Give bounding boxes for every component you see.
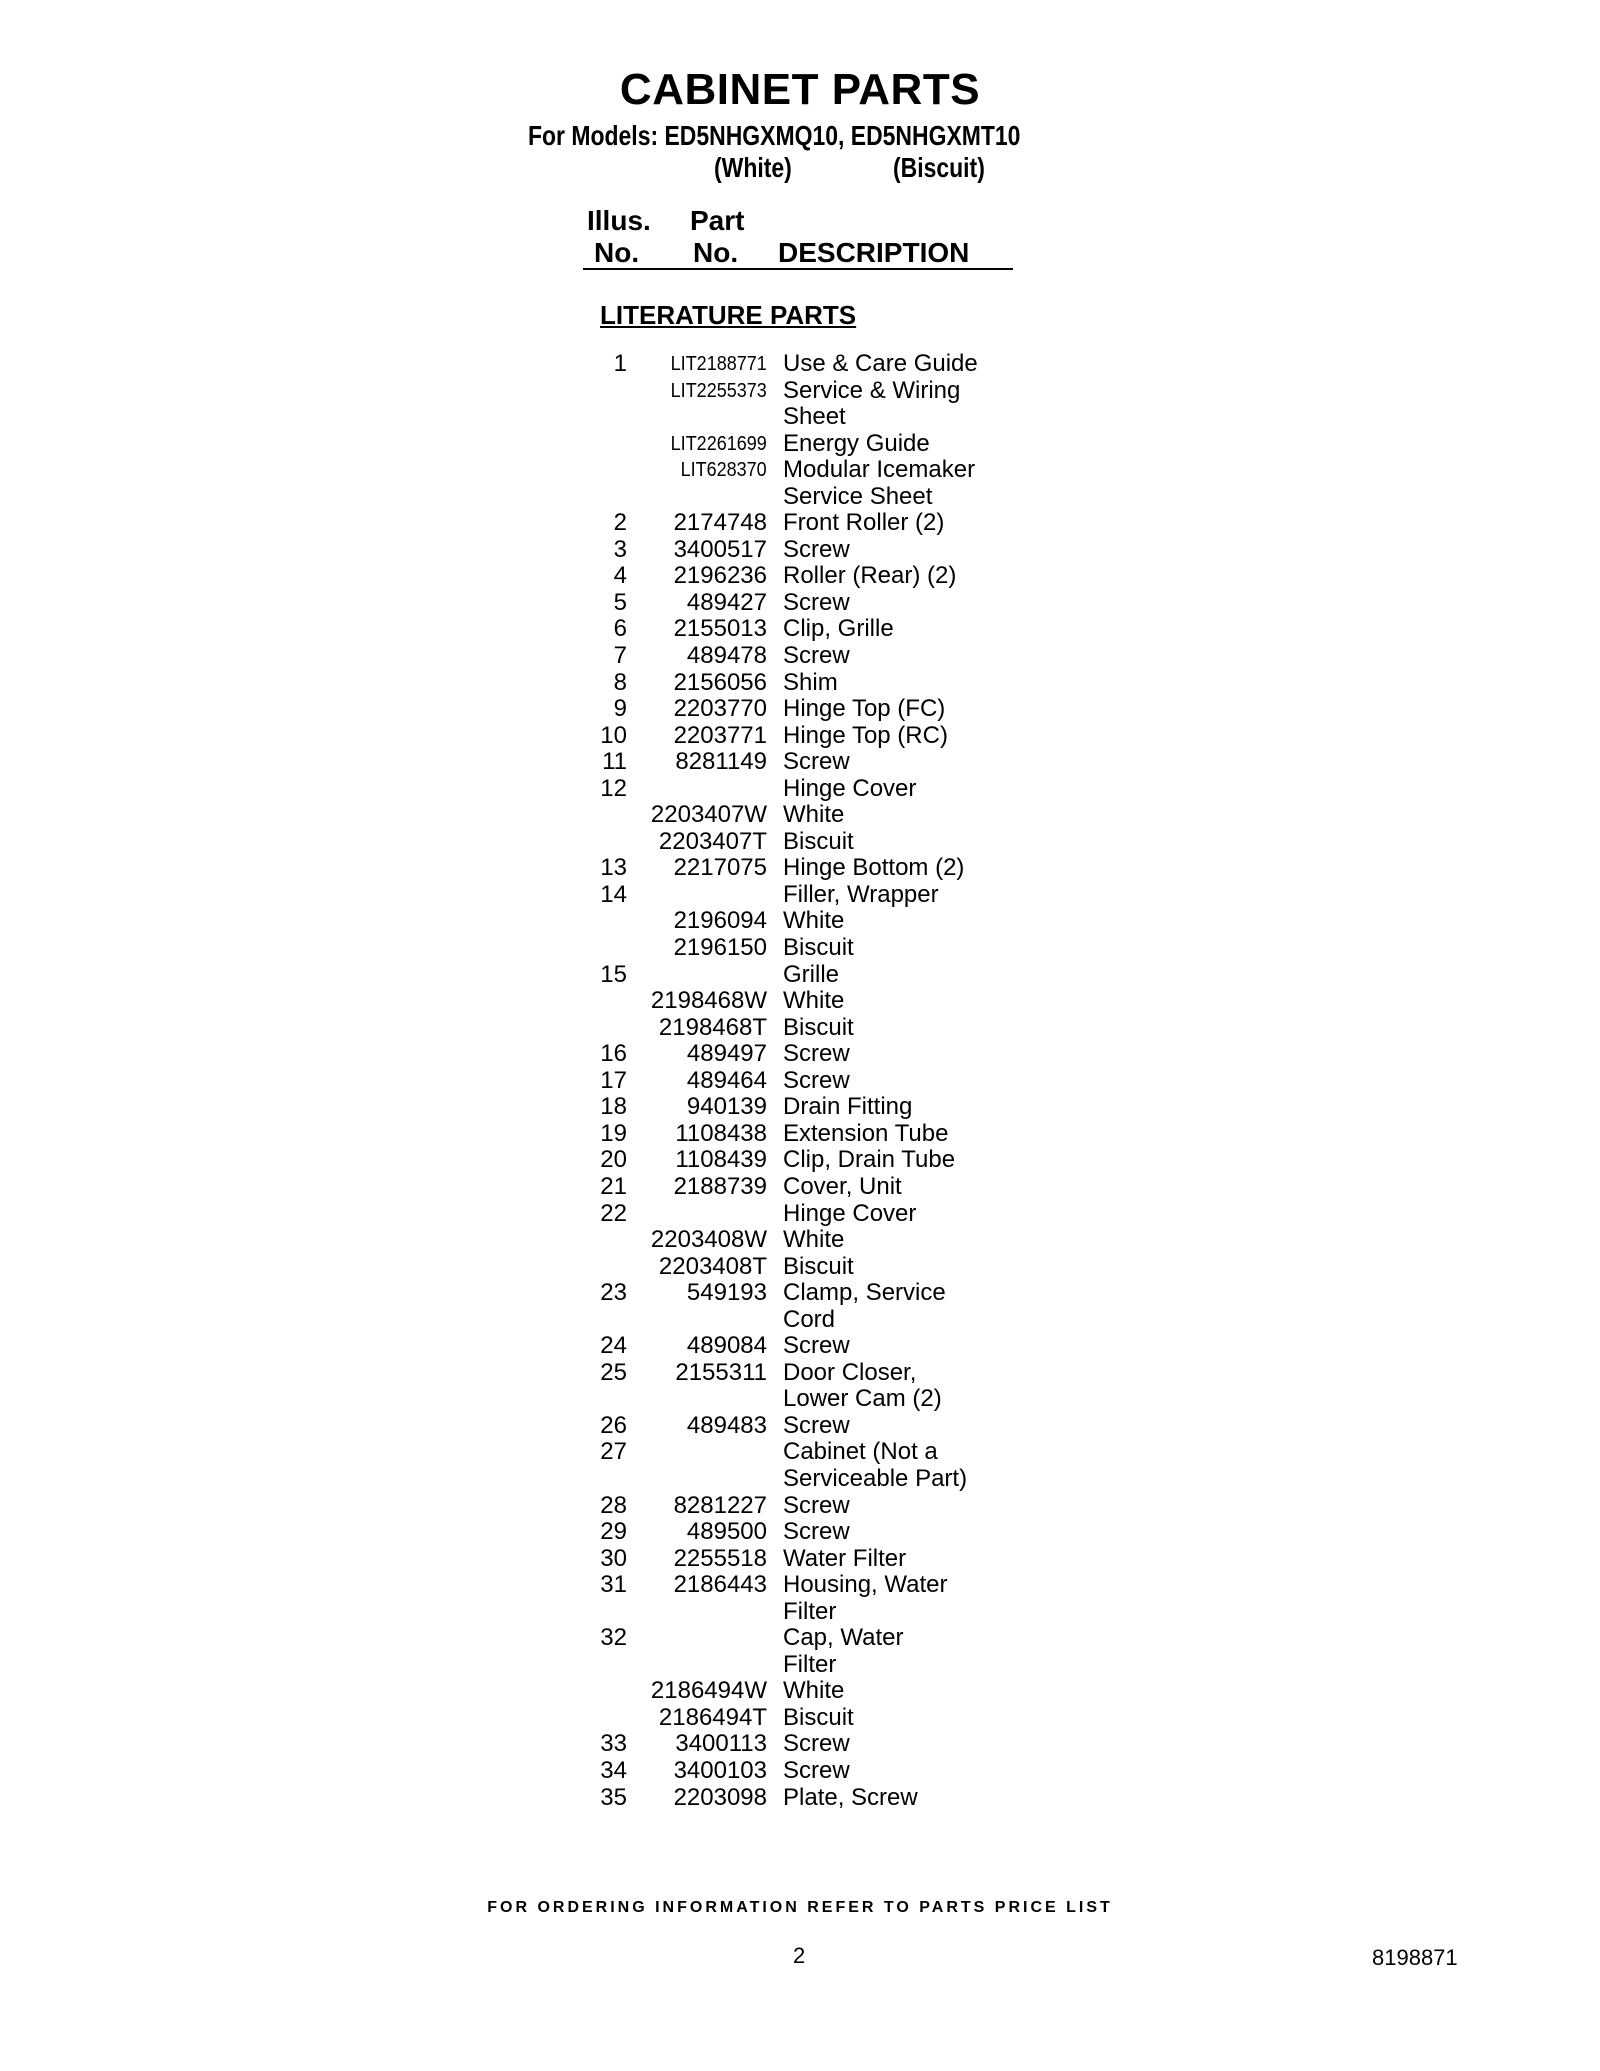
part-number: 489483 <box>686 1411 767 1439</box>
part-description: White <box>783 987 845 1015</box>
table-row <box>0 1731 1600 1758</box>
part-description: Service & Wiring <box>783 376 961 404</box>
illus-number: 17 <box>600 1066 627 1094</box>
table-row <box>0 1785 1600 1812</box>
part-number: 2188739 <box>673 1172 767 1200</box>
illus-number: 22 <box>600 1199 627 1227</box>
part-description: Filter <box>783 1650 837 1678</box>
part-number: 489500 <box>686 1518 767 1546</box>
part-number: 2203770 <box>673 695 767 723</box>
part-number: 2196236 <box>673 562 767 590</box>
table-row <box>0 935 1600 962</box>
part-number: 2203407W <box>650 801 767 829</box>
table-row <box>0 484 1600 511</box>
part-number: 2196094 <box>673 907 767 935</box>
ordering-info-footer: FOR ORDERING INFORMATION REFER TO PARTS PRICE LIST <box>487 1899 1113 1916</box>
part-number: 2196150 <box>673 934 767 962</box>
part-description: Energy Guide <box>783 429 930 457</box>
table-row <box>0 1625 1600 1652</box>
part-description: Hinge Top (RC) <box>783 721 948 749</box>
illus-number: 27 <box>600 1438 627 1466</box>
part-number: 2198468W <box>650 987 767 1015</box>
part-description: Use & Care Guide <box>783 350 978 377</box>
part-description: Biscuit <box>783 1703 854 1731</box>
part-description: Lower Cam (2) <box>783 1385 942 1413</box>
table-row <box>0 696 1600 723</box>
part-number: 489084 <box>686 1332 767 1360</box>
part-number: 940139 <box>686 1093 767 1121</box>
part-description: Front Roller (2) <box>783 509 945 537</box>
table-row <box>0 510 1600 537</box>
part-description: Door Closer, <box>783 1358 917 1386</box>
illus-number: 19 <box>600 1119 627 1147</box>
part-number: 489464 <box>686 1066 767 1094</box>
table-row <box>0 1333 1600 1360</box>
part-number: LIT2261699 <box>670 432 767 455</box>
table-row <box>0 882 1600 909</box>
part-number: 2203771 <box>673 721 767 749</box>
part-number: LIT2255373 <box>670 379 767 402</box>
part-number: 2186494T <box>658 1703 767 1731</box>
color-white-label: (White) <box>714 152 792 183</box>
part-description: Screw <box>783 1066 850 1094</box>
illus-number: 26 <box>600 1411 627 1439</box>
illus-number: 2 <box>613 509 627 537</box>
part-description: Filter <box>783 1597 837 1625</box>
illus-number: 29 <box>600 1518 627 1546</box>
part-description: White <box>783 1677 845 1705</box>
table-row <box>0 802 1600 829</box>
table-row <box>0 1413 1600 1440</box>
illus-number: 23 <box>600 1279 627 1307</box>
table-row <box>0 1572 1600 1599</box>
table-row <box>0 1758 1600 1785</box>
illus-number: 10 <box>600 721 627 749</box>
table-row <box>0 829 1600 856</box>
illus-number: 30 <box>600 1544 627 1572</box>
table-row <box>0 1254 1600 1281</box>
part-number: 2217075 <box>673 854 767 882</box>
table-row <box>0 537 1600 564</box>
part-number: 2155311 <box>675 1358 767 1386</box>
part-number: 3400113 <box>675 1730 767 1758</box>
part-description: Serviceable Part) <box>783 1464 968 1492</box>
illus-number: 25 <box>600 1358 627 1386</box>
part-description: Roller (Rear) (2) <box>783 562 957 590</box>
part-number: 8281149 <box>675 748 767 776</box>
illus-number: 1 <box>613 350 627 377</box>
illus-number: 4 <box>613 562 627 590</box>
table-row <box>0 1652 1600 1679</box>
table-row <box>0 1439 1600 1466</box>
part-description: Clip, Drain Tube <box>783 1146 956 1174</box>
illus-number: 21 <box>600 1172 627 1200</box>
table-row <box>0 1121 1600 1148</box>
part-description: Hinge Cover <box>783 1199 917 1227</box>
table-row <box>0 1386 1600 1413</box>
header-part-bottom: No. <box>693 237 739 268</box>
part-description: Screw <box>783 748 850 776</box>
illus-number: 34 <box>600 1756 627 1784</box>
table-row <box>0 643 1600 670</box>
table-row <box>0 1227 1600 1254</box>
illus-number: 20 <box>600 1146 627 1174</box>
part-number: 3400517 <box>673 535 767 563</box>
part-number: 549193 <box>686 1279 767 1307</box>
illus-number: 7 <box>613 642 627 670</box>
table-row <box>0 908 1600 935</box>
illus-number: 6 <box>613 615 627 643</box>
part-description: White <box>783 907 845 935</box>
part-number: 2203408T <box>658 1252 767 1280</box>
table-row <box>0 1466 1600 1493</box>
table-row <box>0 1546 1600 1573</box>
table-row <box>0 670 1600 697</box>
table-row <box>0 563 1600 590</box>
part-description: Screw <box>783 1411 850 1439</box>
part-description: Cord <box>783 1305 836 1333</box>
illus-number: 13 <box>600 854 627 882</box>
models-line: For Models: ED5NHGXMQ10, ED5NHGXMT10 <box>528 120 1021 151</box>
illus-number: 14 <box>600 880 627 908</box>
part-number: 489497 <box>686 1040 767 1068</box>
parts-list <box>0 351 1600 1811</box>
part-description: Cap, Water <box>783 1624 904 1652</box>
part-number: 489478 <box>686 642 767 670</box>
part-number: 2198468T <box>658 1013 767 1041</box>
document-number: 8198871 <box>1372 1945 1458 1970</box>
part-number: 2203408W <box>650 1226 767 1254</box>
illus-number: 28 <box>600 1491 627 1519</box>
illus-number: 8 <box>613 668 627 696</box>
table-row <box>0 1015 1600 1042</box>
part-number: 2186443 <box>673 1571 767 1599</box>
part-description: Screw <box>783 535 850 563</box>
illus-number: 32 <box>600 1624 627 1652</box>
part-number: 8281227 <box>673 1491 767 1519</box>
part-description: Biscuit <box>783 1013 854 1041</box>
table-row <box>0 1041 1600 1068</box>
part-description: Grille <box>783 960 840 988</box>
table-row <box>0 1174 1600 1201</box>
table-row <box>0 590 1600 617</box>
table-row <box>0 1068 1600 1095</box>
part-description: Biscuit <box>783 1252 854 1280</box>
part-description: Screw <box>783 1730 850 1758</box>
part-description: Clip, Grille <box>783 615 894 643</box>
part-number: 489427 <box>686 588 767 616</box>
header-description: DESCRIPTION <box>778 237 970 268</box>
part-description: White <box>783 1226 845 1254</box>
table-row <box>0 1519 1600 1546</box>
table-row <box>0 431 1600 458</box>
part-description: Cabinet (Not a <box>783 1438 938 1466</box>
part-description: Screw <box>783 1491 850 1519</box>
table-row <box>0 351 1600 378</box>
illus-number: 5 <box>613 588 627 616</box>
illus-number: 16 <box>600 1040 627 1068</box>
part-number: 2203407T <box>658 827 767 855</box>
part-description: Water Filter <box>783 1544 907 1572</box>
part-description: Cover, Unit <box>783 1172 902 1200</box>
header-part-top: Part <box>690 205 745 236</box>
illus-number: 12 <box>600 774 627 802</box>
part-number: 1108438 <box>675 1119 767 1147</box>
table-row <box>0 1094 1600 1121</box>
part-description: Housing, Water <box>783 1571 948 1599</box>
illus-number: 35 <box>600 1783 627 1811</box>
table-row <box>0 855 1600 882</box>
table-row <box>0 1493 1600 1520</box>
section-title-literature-parts: LITERATURE PARTS <box>600 300 857 330</box>
illus-number: 9 <box>613 695 627 723</box>
illus-number: 31 <box>600 1571 627 1599</box>
header-illus-top: Illus. <box>587 205 651 236</box>
header-divider <box>583 268 1013 270</box>
part-description: Plate, Screw <box>783 1783 918 1811</box>
table-row <box>0 1678 1600 1705</box>
part-number: 2255518 <box>673 1544 767 1572</box>
illus-number: 15 <box>600 960 627 988</box>
table-row <box>0 404 1600 431</box>
table-row <box>0 457 1600 484</box>
illus-number: 18 <box>600 1093 627 1121</box>
part-number: 1108439 <box>675 1146 767 1174</box>
part-number: 2156056 <box>673 668 767 696</box>
part-description: Clamp, Service <box>783 1279 946 1307</box>
part-description: Screw <box>783 1040 850 1068</box>
part-number: LIT2188771 <box>670 353 767 375</box>
table-row <box>0 1280 1600 1307</box>
color-biscuit-label: (Biscuit) <box>893 152 985 183</box>
part-description: Shim <box>783 668 838 696</box>
part-number: 2203098 <box>673 1783 767 1811</box>
part-description: Modular Icemaker <box>783 456 976 484</box>
part-description: Screw <box>783 1756 850 1784</box>
part-number: 2155013 <box>673 615 767 643</box>
table-row <box>0 723 1600 750</box>
part-description: Service Sheet <box>783 482 933 510</box>
table-row <box>0 988 1600 1015</box>
page-title: CABINET PARTS <box>619 65 981 114</box>
part-description: Screw <box>783 642 850 670</box>
table-row <box>0 1705 1600 1732</box>
part-description: Filler, Wrapper <box>783 880 939 908</box>
part-description: Biscuit <box>783 934 854 962</box>
part-description: Hinge Bottom (2) <box>783 854 965 882</box>
table-row <box>0 1147 1600 1174</box>
part-description: Extension Tube <box>783 1119 949 1147</box>
table-row <box>0 749 1600 776</box>
part-description: Hinge Top (FC) <box>783 695 946 723</box>
part-number: 3400103 <box>673 1756 767 1784</box>
illus-number: 11 <box>602 748 627 776</box>
page-number: 2 <box>793 1943 806 1968</box>
part-description: Sheet <box>783 403 846 431</box>
part-number: 2186494W <box>650 1677 767 1705</box>
illus-number: 3 <box>613 535 627 563</box>
table-row <box>0 378 1600 405</box>
part-description: Drain Fitting <box>783 1093 913 1121</box>
table-row <box>0 776 1600 803</box>
table-row <box>0 962 1600 989</box>
part-description: Hinge Cover <box>783 774 917 802</box>
illus-number: 33 <box>600 1730 627 1758</box>
part-description: Screw <box>783 588 850 616</box>
part-description: Screw <box>783 1332 850 1360</box>
part-description: Biscuit <box>783 827 854 855</box>
table-row <box>0 616 1600 643</box>
table-row <box>0 1599 1600 1626</box>
part-description: White <box>783 801 845 829</box>
part-number: 2174748 <box>673 509 767 537</box>
part-description: Screw <box>783 1518 850 1546</box>
table-row <box>0 1201 1600 1228</box>
part-number: LIT628370 <box>680 459 767 482</box>
illus-number: 24 <box>600 1332 627 1360</box>
table-row <box>0 1307 1600 1334</box>
header-illus-bottom: No. <box>594 237 640 268</box>
table-row <box>0 1360 1600 1387</box>
